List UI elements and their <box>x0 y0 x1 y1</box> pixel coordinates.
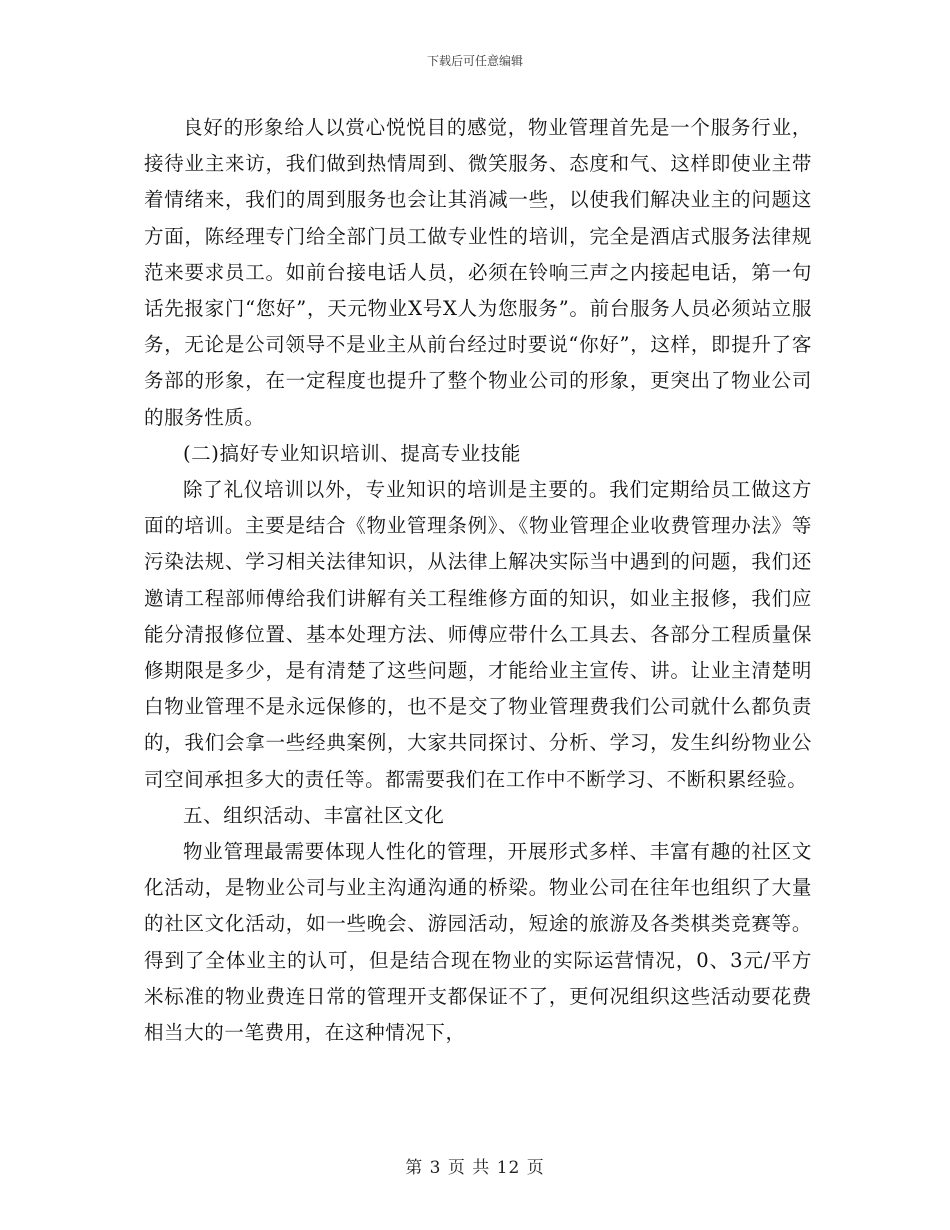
paragraph-professional-training: 除了礼仪培训以外，专业知识的培训是主要的。我们定期给员工做这方面的培训。主要是结合《物业管理条例》、《物业管理企业收费管理办法》等污染法规、学习相关法律知识，从法律上解决实际当中遇到的问题，我们还邀请工程部师傅给我们讲解有关工程维修方面的知识，如业主报修，我们应能分清报修位置、基本处理方法、师傅应带什么工具去、各部分工程质量保修期限是多少，是有清楚了这些问题，才能给业主宣传、讲。让业主清楚明白物业管理不是永远保修的，也不是交了物业管理费我们公司就什么都负责的，我们会拿一些经典案例，大家共同探讨、分析、学习，发生纠纷物业公司空间承担多大的责任等。都需要我们在工作中不断学习、不断积累经验。 <box>144 478 812 791</box>
section-heading-activities: 五、组织活动、丰富社区文化 <box>183 803 445 827</box>
section-heading-training: (二)搞好专业知识培训、提高专业技能 <box>183 441 522 465</box>
page-number: 第 3 页 共 12 页 <box>405 1158 545 1178</box>
document-body <box>144 110 812 1051</box>
page-header: 下载后可任意编辑 <box>426 54 523 68</box>
paragraph-service-image: 良好的形象给人以赏心悦悦目的感觉，物业管理首先是一个服务行业，接待业主来访，我们做到热情周到、微笑服务、态度和气、这样即使业主带着情绪来，我们的周到服务也会让其消减一些，以使我们解决业主的问题这方面，陈经理专门给全部门员工做专业性的培训，完全是酒店式服务法律规范来要求员工。如前台接电话人员，必须在铃响三声之内接起电话，第一句话先报家门“您好”，天元物业X号X人为您服务”。前台服务人员必须站立服务，无论是公司领导不是业主从前台经过时要说“你好”，这样，即提升了客务部的形象，在一定程度也提升了整个物业公司的形象，更突出了物业公司的服务性质。 <box>144 116 812 429</box>
paragraph-community-culture: 物业管理最需要体现人性化的管理，开展形式多样、丰富有趣的社区文化活动，是物业公司与业主沟通沟通的桥梁。物业公司在往年也组织了大量的社区文化活动，如一些晚会、游园活动，短途的旅游及各类棋类竞赛等。得到了全体业主的认可，但是结合现在物业的实际运营情况，0、3元/平方米标准的物业费连日常的管理开支都保证不了，更何况组织这些活动要花费相当大的一笔费用，在这种情况下， <box>144 840 812 1045</box>
